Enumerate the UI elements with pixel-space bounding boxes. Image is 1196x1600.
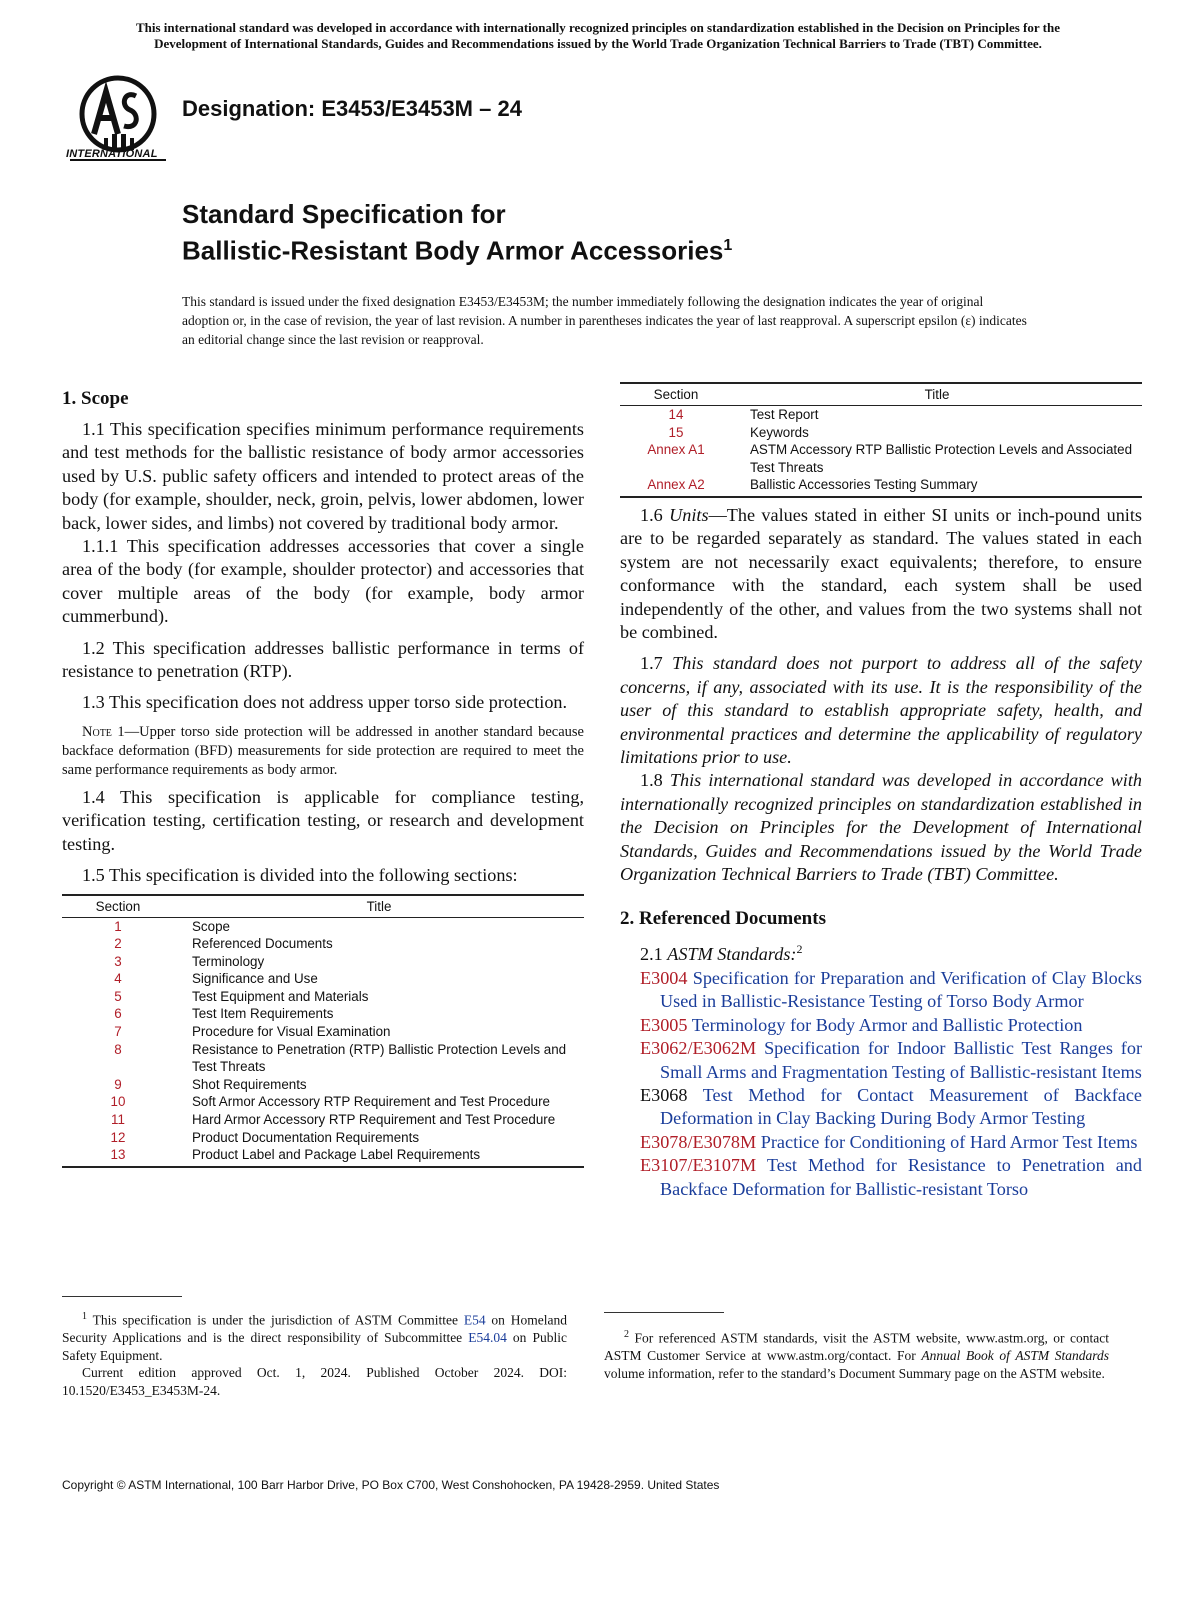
section-number-link[interactable]: 14 — [668, 407, 684, 422]
footnote-1-text — [62, 1308, 567, 1364]
para-1-7-num: 1.7 — [640, 653, 673, 674]
title-line-1: Standard Specification for — [182, 199, 506, 229]
reference-item — [620, 1131, 1142, 1154]
col-header-section: Section — [62, 895, 174, 918]
para-1-6-text: —The values stated in either SI units or inch-pound units are to be regarded separately as standard. The values stated in each system are not necessarily exact equivalents; therefore, to ensure conformance with the standard, each system shall be used independently of the other, and values from the two systems shall not be combined. — [620, 504, 1142, 642]
footnote-1-part-c: on Public Safety Equipment. — [62, 1330, 567, 1363]
table-row — [62, 953, 584, 971]
section-title: Terminology — [192, 953, 265, 969]
footnote-1-edition: Current edition approved Oct. 1, 2024. Published October 2024. DOI: 10.1520/E3453_E3453M-24. — [62, 1365, 567, 1398]
top-banner — [62, 20, 1134, 52]
footnote-2-part-b: volume information, refer to the standard’s Document Summary page on the ASTM website. — [604, 1365, 1105, 1381]
para-1-2: 1.2 This specification addresses ballistic performance in terms of resistance to penetration (RTP). — [62, 637, 584, 682]
para-1-5: 1.5 This specification is divided into the following sections: — [82, 865, 518, 886]
footnote-2-mark: 2 — [624, 1329, 629, 1340]
right-column — [620, 382, 1142, 1201]
reference-title-link[interactable]: Specification for Indoor Ballistic Test Ranges for Small Arms and Fragmentation Testing of Ballistic-resistant Items — [660, 1038, 1142, 1082]
table-row — [62, 1129, 584, 1147]
para-1-3: 1.3 This specification does not address upper torso side protection. — [82, 692, 568, 713]
para-1-6 — [620, 504, 1142, 644]
reference-list — [620, 967, 1142, 1201]
subcommittee-link-e54-04[interactable]: E54.04 — [468, 1330, 507, 1346]
table-row — [62, 1023, 584, 1041]
table-row — [62, 1076, 584, 1094]
section-title: Shot Requirements — [192, 1076, 307, 1092]
table-row — [62, 917, 584, 935]
section-number-link[interactable]: 4 — [114, 971, 122, 987]
section-title: Product Documentation Requirements — [192, 1129, 420, 1145]
reference-item — [620, 1154, 1142, 1201]
note-1 — [62, 723, 584, 780]
section-title: Scope — [192, 918, 230, 934]
footnote-1 — [62, 1308, 567, 1399]
table-row — [620, 476, 1142, 497]
col-header-title: Title — [732, 383, 1142, 406]
section-number-link[interactable]: 13 — [110, 1147, 126, 1163]
section-title: Test Equipment and Materials — [192, 988, 369, 1004]
banner-line-1: This international standard was developed in accordance with internationally recognized principles on standardization established in the Decision on Principles for the — [135, 20, 1060, 35]
designation: Designation: E3453/E3453M – 24 — [182, 96, 522, 121]
table-row — [62, 1111, 584, 1129]
section-title: Resistance to Penetration (RTP) Ballistic Protection Levels and Test Threats — [192, 1041, 567, 1075]
document-title — [182, 198, 732, 267]
section-title: Test Item Requirements — [192, 1006, 334, 1022]
para-1-8-num: 1.8 — [640, 770, 670, 791]
reference-code-link[interactable]: E3107/E3107M — [640, 1155, 757, 1176]
section-title: Procedure for Visual Examination — [192, 1024, 391, 1040]
note-text: 1—Upper torso side protection will be addressed in another standard because backface deformation (BFD) measurements for side protection are required to meet the same performance requirements as body armor. — [62, 723, 584, 778]
sections-table-left — [62, 894, 584, 1168]
section-number-link[interactable]: 3 — [114, 953, 122, 969]
para-1-7-text: This standard does not purport to address all of the safety concerns, if any, associated with its use. It is the responsibility of the user of this standard to establish appropriate safety, health, and environmental practices and determine the applicability of regulatory limitations prior to use. — [620, 653, 1142, 768]
section-number-link[interactable]: Annex A2 — [647, 477, 705, 493]
para-1-6-label: Units — [669, 504, 709, 525]
para-1-8 — [620, 769, 1142, 886]
copyright-notice: Copyright © ASTM International, 100 Barr Harbor Drive, PO Box C700, West Conshohocken, PA 19428-2959. United States — [62, 1478, 720, 1492]
col-header-section: Section — [620, 383, 732, 406]
reference-code-link[interactable]: E3005 — [640, 1014, 688, 1035]
title-footnote-mark[interactable]: 1 — [723, 237, 733, 254]
para-1-7 — [620, 652, 1142, 769]
reference-title-link[interactable]: Terminology for Body Armor and Ballistic Protection — [687, 1014, 1083, 1035]
section-title: Hard Armor Accessory RTP Requirement and Test Procedure — [192, 1112, 556, 1128]
footnote-2 — [604, 1326, 1109, 1382]
table-row — [62, 970, 584, 988]
footnote-rule-left — [62, 1296, 182, 1297]
section-number-link[interactable]: 9 — [114, 1076, 122, 1092]
title-line-2-text: Ballistic-Resistant Body Armor Accessories — [182, 235, 724, 266]
reference-code-link[interactable]: E3068 — [640, 1084, 688, 1105]
footnote-1-part-b: on Homeland Security Applications and is the direct responsibility of Subcommittee — [62, 1312, 567, 1346]
section-number-link[interactable]: 8 — [114, 1041, 122, 1057]
section-heading-scope: 1. Scope — [62, 388, 129, 409]
section-title: Soft Armor Accessory RTP Requirement and Test Procedure — [192, 1094, 550, 1110]
footnote-1-mark: 1 — [82, 1311, 87, 1322]
section-title: Product Label and Package Label Requirements — [192, 1147, 481, 1163]
reference-title-link[interactable]: Test Method for Contact Measurement of Backface Deformation in Clay Backing During Body Armor Testing — [660, 1084, 1142, 1129]
table-row — [620, 424, 1142, 442]
reference-code-link[interactable]: E3004 — [640, 967, 688, 988]
left-column — [62, 388, 584, 1168]
table-row — [62, 935, 584, 953]
section-heading-referenced: 2. Referenced Documents — [620, 908, 826, 930]
committee-link-e54[interactable]: E54 — [463, 1312, 486, 1328]
para-1-6-num: 1.6 — [640, 504, 670, 525]
reference-title-link[interactable]: Practice for Conditioning of Hard Armor Test Items — [756, 1131, 1138, 1152]
reference-title-link[interactable]: Specification for Preparation and Verification of Clay Blocks Used in Ballistic-Resistance Testing of Torso Body Armor — [660, 967, 1142, 1012]
section-number-link[interactable]: 11 — [111, 1112, 125, 1128]
table-row — [62, 1093, 584, 1111]
section-title: Test Report — [750, 407, 819, 422]
table-row — [62, 988, 584, 1006]
para-2-1-num: 2.1 — [640, 944, 668, 965]
para-2-1 — [620, 938, 1142, 966]
title-line-2 — [182, 230, 732, 267]
table-row — [620, 441, 1142, 476]
table-row — [62, 1041, 584, 1076]
footnote-1-part-a: This specification is under the jurisdiction of ASTM Committee — [87, 1312, 464, 1328]
para-2-1-footnote-mark[interactable]: 2 — [796, 942, 803, 957]
para-1-8-text: This international standard was developed in accordance with internationally recognized principles on standardization established in the Decision on Principles for the Development of International Standards, Guides and Recommendations issued by the World Trade Organization Technical Barriers to Trade (TBT) Committee. — [620, 770, 1143, 885]
section-title: Ballistic Accessories Testing Summary — [750, 477, 978, 493]
section-number-link[interactable]: Annex A1 — [647, 442, 705, 458]
table-row — [620, 406, 1142, 424]
issued-statement: This standard is issued under the fixed designation E3453/E3453M; the number immediately following the designation indicates the year of original adoption or, in the case of revision, the year of last revision. A number in parentheses indicates the year of last reapproval. A superscript epsilon (ε) indicates an editorial change since the last revision or reapproval. — [182, 294, 1027, 347]
reference-code-link[interactable]: E3062/E3062M — [640, 1038, 757, 1059]
section-number-link[interactable]: 2 — [114, 936, 122, 952]
section-number-link[interactable]: 6 — [114, 1006, 122, 1022]
section-title: Keywords — [750, 424, 809, 440]
para-1-4: 1.4 This specification is applicable for compliance testing, verification testing, certification testing, or research and development testing. — [62, 786, 584, 854]
reference-item — [620, 1014, 1142, 1037]
para-1-1: 1.1 This specification specifies minimum performance requirements and test methods for the ballistic resistance of body armor accessories used by U.S. public safety officers and intended to protect areas of the body (for example, shoulder, neck, groin, pelvis, lower abdomen, lower back, lower sides, and limbs) not covered by traditional body armor. — [62, 419, 584, 533]
footnote-rule-right — [604, 1312, 724, 1313]
reference-item — [620, 967, 1142, 1014]
logo-text: INTERNATIONAL — [66, 148, 158, 160]
footnote-2-part-a: For referenced ASTM standards, visit the ASTM website, www.astm.org, or contact ASTM Customer Service at www.astm.org/contact. For — [604, 1330, 1109, 1364]
note-label: Note — [82, 723, 112, 740]
section-number-link[interactable]: 12 — [110, 1129, 126, 1145]
reference-item — [620, 1084, 1142, 1131]
section-number-link[interactable]: 7 — [114, 1024, 122, 1040]
section-title: Referenced Documents — [192, 936, 333, 952]
col-header-title: Title — [174, 895, 584, 918]
para-2-1-label: ASTM Standards: — [667, 944, 797, 965]
reference-item — [620, 1037, 1142, 1084]
reference-title-link[interactable]: Test Method for Resistance to Penetration and Backface Deformation for Ballistic-resistant Torso — [660, 1155, 1142, 1199]
table-row — [62, 1005, 584, 1023]
section-number-link[interactable]: 1 — [114, 918, 122, 934]
section-title: Significance and Use — [192, 971, 318, 987]
para-1-1-1: 1.1.1 This specification addresses accessories that cover a single area of the body (for example, shoulder protector) and accessories that cover multiple areas of the body (for example, body armor cummerbund). — [62, 536, 584, 627]
section-title: ASTM Accessory RTP Ballistic Protection Levels and Associated Test Threats — [750, 442, 1133, 475]
banner-line-2: Development of International Standards, Guides and Recommendations issued by the World Trade Organization Technical Barriers to Trade (TBT) Committee. — [154, 36, 1042, 51]
reference-code-link[interactable]: E3078/E3078M — [640, 1131, 757, 1152]
section-number-link[interactable]: 5 — [114, 988, 122, 1004]
footnote-2-text — [604, 1326, 1109, 1382]
astm-logo — [66, 72, 170, 172]
sections-table-right — [620, 382, 1142, 498]
table-row — [62, 1146, 584, 1167]
section-number-link[interactable]: 10 — [110, 1094, 126, 1110]
section-number-link[interactable]: 15 — [668, 424, 684, 440]
footnote-2-italic: Annual Book of ASTM Standards — [921, 1348, 1109, 1364]
